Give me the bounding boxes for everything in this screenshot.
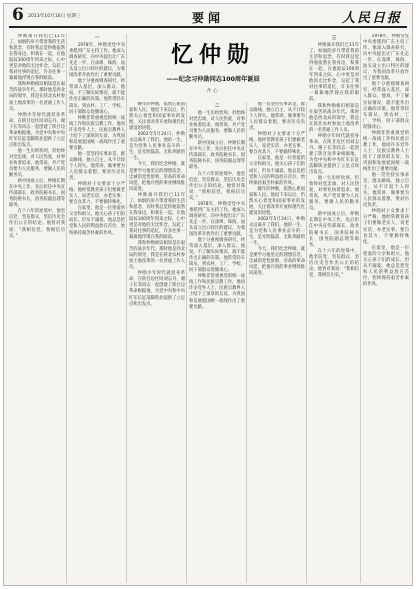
- column-divider: [246, 102, 247, 583]
- text-column: [363, 34, 409, 583]
- paragraph: 仲勋离开我们已11年了。如烟的岁月带着我的生活和思念，有时我总觉得他依然在我身边，和我在一起。在他诞辰100周年到来之际，心中更是对他的无比怀念，勾起了我对往事的追忆，许多往事一幕幕地浮现在我的眼前。: [309, 43, 359, 103]
- paragraph: 他一生历经坎坷，但始终对党忠诚、对人民热爱，对事业执着追求。他常说，共产党员要为人民服务，要做人民的勤务员。: [9, 148, 65, 179]
- paragraph: 在十六年的逆境中，他坚信党、坚信群众，坚信历史会作出公正的结论。他曾对我说：“我相信党，我相信历史。”: [189, 171, 245, 201]
- masthead: [4, 4, 412, 28]
- paragraph: 他一生历经坎坷，但始终对党忠诚、对人民热爱，对事业执着追求。他常说，共产党员要为人民服务，要做人民的勤务员。: [189, 111, 245, 141]
- paragraph: 他十分重视调查研究，经常深入基层，深入群众。他说，不了解实际情况，就不能作出正确的决策。他常常轻车简从，到农村、工厂、学校，同干部群众促膝谈心。: [69, 79, 125, 115]
- paragraph: 新中国成立后，仲勋长期在中央工作，先后担任中央宣传部部长、政务院秘书长、国务院秘书长、国务院副总理等职务。: [309, 212, 359, 248]
- text-column: [69, 34, 125, 583]
- section-heading: 二: [214, 104, 220, 109]
- article-subtitle: ——纪念习仲勋同志100周年诞辰: [166, 76, 260, 83]
- paragraph: 仲勋少年时代就投身革命，在陕甘边区同刘志丹、谢子长等同志一起创建了陕甘边革命根据地，为党中央和中央红军长征落脚陕北提供了立足点和出发点。: [9, 112, 65, 148]
- paragraph: 仲勋非常重视党的统一战线工作和民族宗教工作，他同许多党外人士、民族宗教界人士结下了深厚的友谊，为巩固和发展爱国统一战线作出了重要贡献。: [189, 274, 245, 310]
- column-divider: [186, 102, 187, 583]
- paragraph: 仲勋对子女要求十分严格。他经常教育孩子们要做老实人、说老实话、办老实事，要自食其力，不要搞特殊化。: [363, 209, 409, 245]
- newspaper-logo: 人民日报: [341, 11, 402, 26]
- paragraph: 我和仲勋相识相知是在艰苦的战争年代。那时他是西北局的领导，我是在陕北农村参加土地改革的一名普通工作人员。: [309, 103, 359, 133]
- paragraph: 他十分重视调查研究，经常深入基层，深入群众。他说，不了解实际情况，就不能作出正确的决策。他常常轻车简从，到农村、工厂、学校，同干部群众促膝谈心。: [363, 82, 409, 130]
- text-column: [309, 34, 359, 583]
- paragraph: 2002年5月24日，仲勋永远离开了我们。他的一生，是为党和人民事业奋斗的一生，是光明磊落、无私奉献的一生。: [249, 216, 305, 247]
- paragraph: 在十六年的逆境中，他坚信党、坚信群众，坚信历史会作出公正的结论。他曾对我说：“我相信党，我相信历史。”: [9, 209, 65, 239]
- paragraph: 1978年，仲勋受党中央委派到广东主持工作。他深入调查研究，向中央提出让广东先走一步，在深圳、珠海、汕头设立出口特区的建议，为我国改革开放作出了重要贡献。: [189, 201, 245, 237]
- article-headline: 忆仲勋: [170, 42, 255, 68]
- text-column: [189, 102, 245, 583]
- headline-block: [150, 36, 276, 98]
- page-number: 6: [12, 5, 24, 25]
- paragraph: 在家里，他是一位慈爱的父亲和祖父。他关心孩子们的成长，但从不溺爱。他总是把党和人民的利益放在首位，始终保持艰苦朴素的作风。: [363, 245, 409, 287]
- paragraph: 他一生历经坎坷，但始终对党忠诚、对人民热爱，对事业执着追求。他常说，共产党员要为人民服务，要做人民的勤务员。: [309, 176, 359, 212]
- text-column: [249, 102, 305, 583]
- paragraph: 1978年，仲勋受党中央委派到广东主持工作。他深入调查研究，向中央提出让广东先走一步，在深圳、珠海、汕头设立出口特区的建议，为我国改革开放作出了重要贡献。: [363, 34, 409, 82]
- paragraph: 他一贯坚持实事求是、群众路线、独立自主，从不计较个人得失。他常讲，做事要为人民群众着想，要对历史负责。: [249, 102, 305, 132]
- paragraph: 仲勋对子女要求十分严格。他经常教育孩子们要做老实人、说老实话、办老实事，要自食其力，不要搞特殊化。: [69, 182, 125, 206]
- article-byline: 齐心: [206, 89, 220, 94]
- paragraph: 晚年的仲勋，依然心系国家和人民。他退下来以后，仍然关心着党和国家事业的发展，关注着改革开放和现代化建设的进程。: [249, 186, 305, 216]
- text-column: [129, 102, 185, 583]
- paragraph: 我和仲勋相识相知是在艰苦的战争年代。那时他是西北局的领导，我是在陕北农村参加土地改革的一名普通工作人员。: [129, 241, 185, 271]
- section-heading: 三: [331, 36, 337, 41]
- paragraph: 在家里，他是一位慈爱的父亲和祖父。他关心孩子们的成长，但从不溺爱。他总是把党和人民的利益放在首位，始终保持艰苦朴素的作风。: [69, 206, 125, 236]
- paragraph: 新中国成立后，仲勋长期在中央工作，先后担任中央宣传部部长、政务院秘书长、国务院秘书长、国务院副总理等职务。: [189, 141, 245, 171]
- paragraph: 仲勋对子女要求十分严格。他经常教育孩子们要做老实人、说老实话、办老实事，要自食其力，不要搞特殊化。: [249, 132, 305, 156]
- masthead-rule: [9, 26, 407, 28]
- paragraph: 他十分重视调查研究，经常深入基层，深入群众。他说，不了解实际情况，就不能作出正确的决策。他常常轻车简从，到农村、工厂、学校，同干部群众促膝谈心。: [189, 238, 245, 274]
- column-divider: [360, 34, 361, 583]
- paragraph: 仲勋离开我们已11年了。如烟的岁月带着我的生活和思念，有时我总觉得他依然在我身边，和我在一起。在他诞辰100周年到来之际，心中更是对他的无比怀念，勾起了我对往事的追忆，许多往事一幕幕地浮现在我的眼前。: [9, 34, 65, 82]
- newspaper-page: [3, 3, 413, 586]
- paragraph: 我和仲勋相识相知是在艰苦的战争年代。那时他是西北局的领导，我是在陕北农村参加土地改革的一名普通工作人员。: [9, 82, 65, 112]
- paragraph: 在家里，他是一位慈爱的父亲和祖父。他关心孩子们的成长，但从不溺爱。他总是把党和人民的利益放在首位，始终保持艰苦朴素的作风。: [249, 156, 305, 186]
- column-divider: [126, 34, 127, 583]
- text-column: [9, 34, 65, 583]
- paragraph: 仲勋离开我们已11年了。如烟的岁月带着我的生活和思念，有时我总觉得他依然在我身边，和我在一起。在他诞辰100周年到来之际，心中更是对他的无比怀念，勾起了我对往事的追忆，许多往事一幕幕地浮现在我的眼前。: [129, 192, 185, 241]
- section-heading: 一: [94, 36, 100, 41]
- column-divider: [306, 102, 307, 583]
- paragraph: 新中国成立后，仲勋长期在中央工作，先后担任中央宣传部部长、政务院秘书长、国务院秘书长、国务院副总理等职务。: [9, 179, 65, 209]
- paragraph: 仲勋少年时代就投身革命，在陕甘边区同刘志丹、谢子长等同志一起创建了陕甘边革命根据地，为党中央和中央红军长征落脚陕北提供了立足点和出发点。: [129, 271, 185, 307]
- section-title: 要闻: [191, 11, 224, 25]
- paragraph: 2002年5月24日，仲勋永远离开了我们。他的一生，是为党和人民事业奋斗的一生，是光明磊落、无私奉献的一生。: [129, 132, 185, 162]
- paragraph: 他一贯坚持实事求是、群众路线、独立自主，从不计较个人得失。他常讲，做事要为人民群众着想，要对历史负责。: [69, 151, 125, 182]
- paragraph: 晚年的仲勋，依然心系国家和人民。他退下来以后，仍然关心着党和国家事业的发展，关注着改革开放和现代化建设的进程。: [129, 102, 185, 132]
- paragraph: 他一贯坚持实事求是、群众路线、独立自主，从不计较个人得失。他常讲，做事要为人民群众着想，要对历史负责。: [363, 173, 409, 209]
- paragraph: 1978年，仲勋受党中央委派到广东主持工作。他深入调查研究，向中央提出让广东先走一步，在深圳、珠海、汕头设立出口特区的建议，为我国改革开放作出了重要贡献。: [69, 43, 125, 79]
- paragraph: 今天，我们纪念仲勋，就是要学习他坚定的理想信念、忠诚的党性原则、崇高的革命风范，把他开创的事业继续推向前进。: [129, 162, 185, 192]
- publication-date: 2013年10月16日 星期三: [28, 14, 81, 19]
- paragraph: 仲勋非常重视党的统一战线工作和民族宗教工作，他同许多党外人士、民族宗教界人士结下了深厚的友谊，为巩固和发展爱国统一战线作出了重要贡献。: [363, 130, 409, 173]
- column-divider: [66, 34, 67, 583]
- paragraph: 今天，我们纪念仲勋，就是要学习他坚定的理想信念、忠诚的党性原则、崇高的革命风范，把他开创的事业继续推向前进。: [249, 247, 305, 277]
- paragraph: 仲勋少年时代就投身革命，在陕甘边区同刘志丹、谢子长等同志一起创建了陕甘边革命根据地，为党中央和中央红军长征落脚陕北提供了立足点和出发点。: [309, 133, 359, 176]
- paragraph: 仲勋非常重视党的统一战线工作和民族宗教工作，他同许多党外人士、民族宗教界人士结下了深厚的友谊，为巩固和发展爱国统一战线作出了重要贡献。: [69, 115, 125, 151]
- paragraph: 在十六年的逆境中，他坚信党、坚信群众，坚信历史会作出公正的结论。他曾对我说：“我相信党，我相信历史。”: [309, 248, 359, 278]
